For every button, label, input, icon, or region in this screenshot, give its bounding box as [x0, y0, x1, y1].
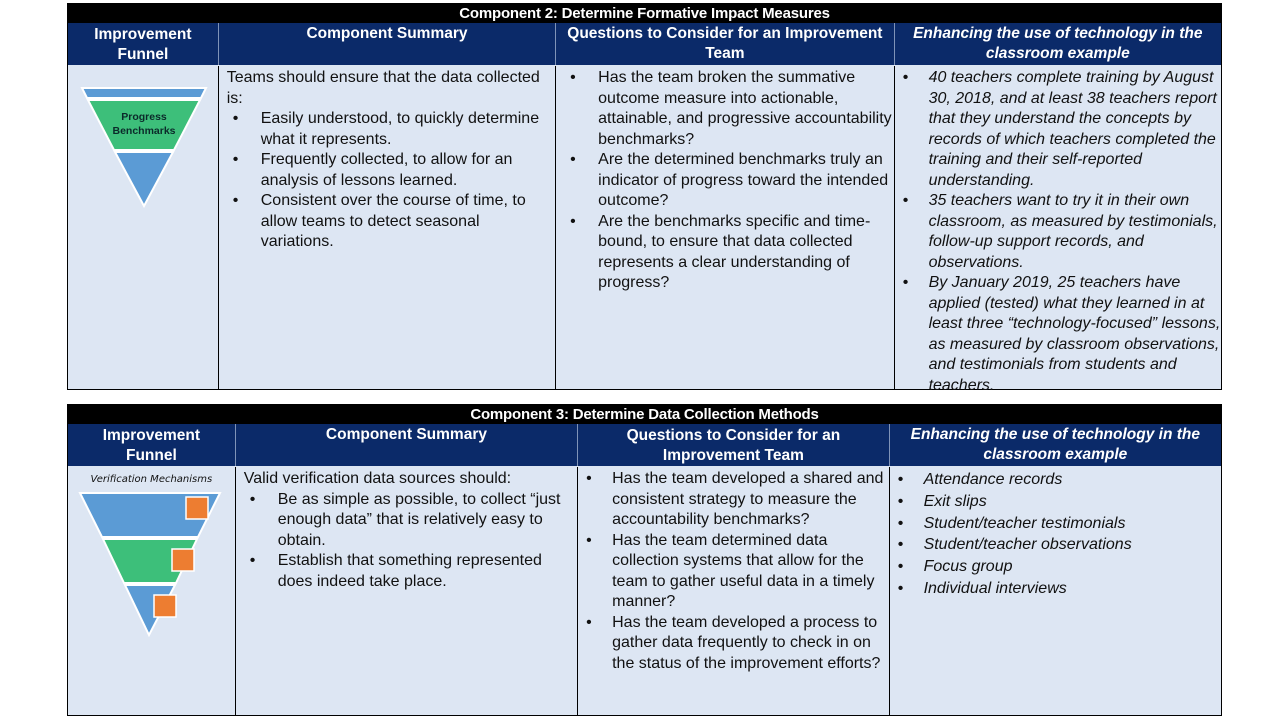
progress-funnel-icon: [68, 66, 219, 216]
questions-list: [556, 68, 893, 294]
example-cell: [890, 467, 1221, 715]
list-item: • Has the team developed a process to gather data frequently to check in on the status of the improvement efforts?: [578, 613, 888, 675]
summary-intro: Valid verification data sources should:: [243, 470, 512, 487]
marker-square-icon: [186, 497, 208, 519]
list-item: • Frequently collected, to allow for an analysis of lessons learned.: [219, 150, 555, 191]
summary-list: [219, 109, 555, 253]
list-item: • Be as simple as possible, to collect “just enough data” that is relatively easy to obtain.: [236, 490, 577, 552]
component-3-header-row: [68, 424, 1221, 466]
example-list: [895, 68, 1221, 396]
list-item: • Individual interviews: [890, 578, 1221, 600]
list-item: • 35 teachers want to try it in their own classroom, as measured by testimonials, follow-up support records, and observations.: [895, 191, 1221, 273]
list-item: • 40 teachers complete training by August 30, 2018, and at least 38 teachers report that they understand the concepts by records of which teachers completed the training and their self-reported understanding.: [895, 68, 1221, 191]
list-item: • Are the benchmarks specific and time-bound, to ensure that data collected represents a clear understanding of progress?: [556, 212, 893, 294]
list-item: • Has the team determined data collection systems that allow for the team to gather useful data in a timely manner?: [578, 531, 888, 613]
summary-cell: [236, 467, 578, 715]
list-item: • By January 2019, 25 teachers have applied (tested) what they learned in at least three “technology-focused” lessons, as measured by classroom observations, and testimonials from students and teachers.: [895, 273, 1221, 396]
component-3-title: Component 3: Determine Data Collection Methods: [68, 405, 1221, 424]
example-list: [890, 469, 1221, 600]
funnel-label-line2: Benchmarks: [112, 125, 176, 137]
component-2-title: Component 2: Determine Formative Impact Measures: [68, 4, 1221, 23]
verification-funnel-icon: [68, 485, 236, 645]
verification-mechanisms-label: Verification Mechanisms: [90, 474, 213, 485]
summary-intro: Teams should ensure that the data collected is:: [226, 69, 540, 107]
summary-cell: [219, 66, 556, 389]
header-example: Enhancing the use of technology in the classroom example: [910, 426, 1200, 463]
list-item: • Has the team developed a shared and consistent strategy to measure the accountability benchmarks?: [578, 469, 888, 531]
list-item: • Exit slips: [890, 491, 1221, 513]
marker-square-icon: [172, 549, 194, 571]
header-summary: Component Summary: [219, 23, 556, 65]
component-2-header-row: [68, 23, 1221, 65]
component-3-table: [67, 404, 1222, 716]
questions-list: [578, 469, 888, 674]
list-item: • Are the determined benchmarks truly an indicator of progress toward the intended outcome?: [556, 150, 893, 212]
header-funnel: Improvement Funnel: [68, 23, 219, 65]
example-cell: [895, 66, 1221, 394]
header-summary: Component Summary: [236, 424, 578, 466]
header-example: Enhancing the use of technology in the classroom example: [913, 25, 1203, 62]
header-funnel: Improvement Funnel: [68, 424, 236, 466]
list-item: • Attendance records: [890, 469, 1221, 491]
header-questions: Questions to Consider for an Improvement Team: [578, 424, 890, 466]
funnel-cell: [68, 66, 219, 389]
list-item: • Student/teacher observations: [890, 534, 1221, 556]
questions-cell: [578, 467, 889, 715]
component-3-body-row: [68, 467, 1221, 715]
component-2-table: [67, 3, 1222, 394]
marker-square-icon: [154, 595, 176, 617]
list-item: • Focus group: [890, 556, 1221, 578]
questions-cell: [556, 66, 894, 389]
list-item: • Consistent over the course of time, to allow teams to detect seasonal variations.: [219, 191, 555, 253]
summary-list: [236, 490, 577, 593]
component-2-body-row: [68, 66, 1221, 394]
list-item: • Establish that something represented does indeed take place.: [236, 551, 577, 592]
list-item: • Student/teacher testimonials: [890, 513, 1221, 535]
header-questions: Questions to Consider for an Improvement Team: [556, 23, 894, 65]
list-item: • Easily understood, to quickly determine what it represents.: [219, 109, 555, 150]
list-item: • Has the team broken the summative outcome measure into actionable, attainable, and progressive accountability benchmarks?: [556, 68, 893, 150]
funnel-cell: [68, 467, 236, 715]
funnel-label-line1: Progress: [121, 111, 167, 123]
